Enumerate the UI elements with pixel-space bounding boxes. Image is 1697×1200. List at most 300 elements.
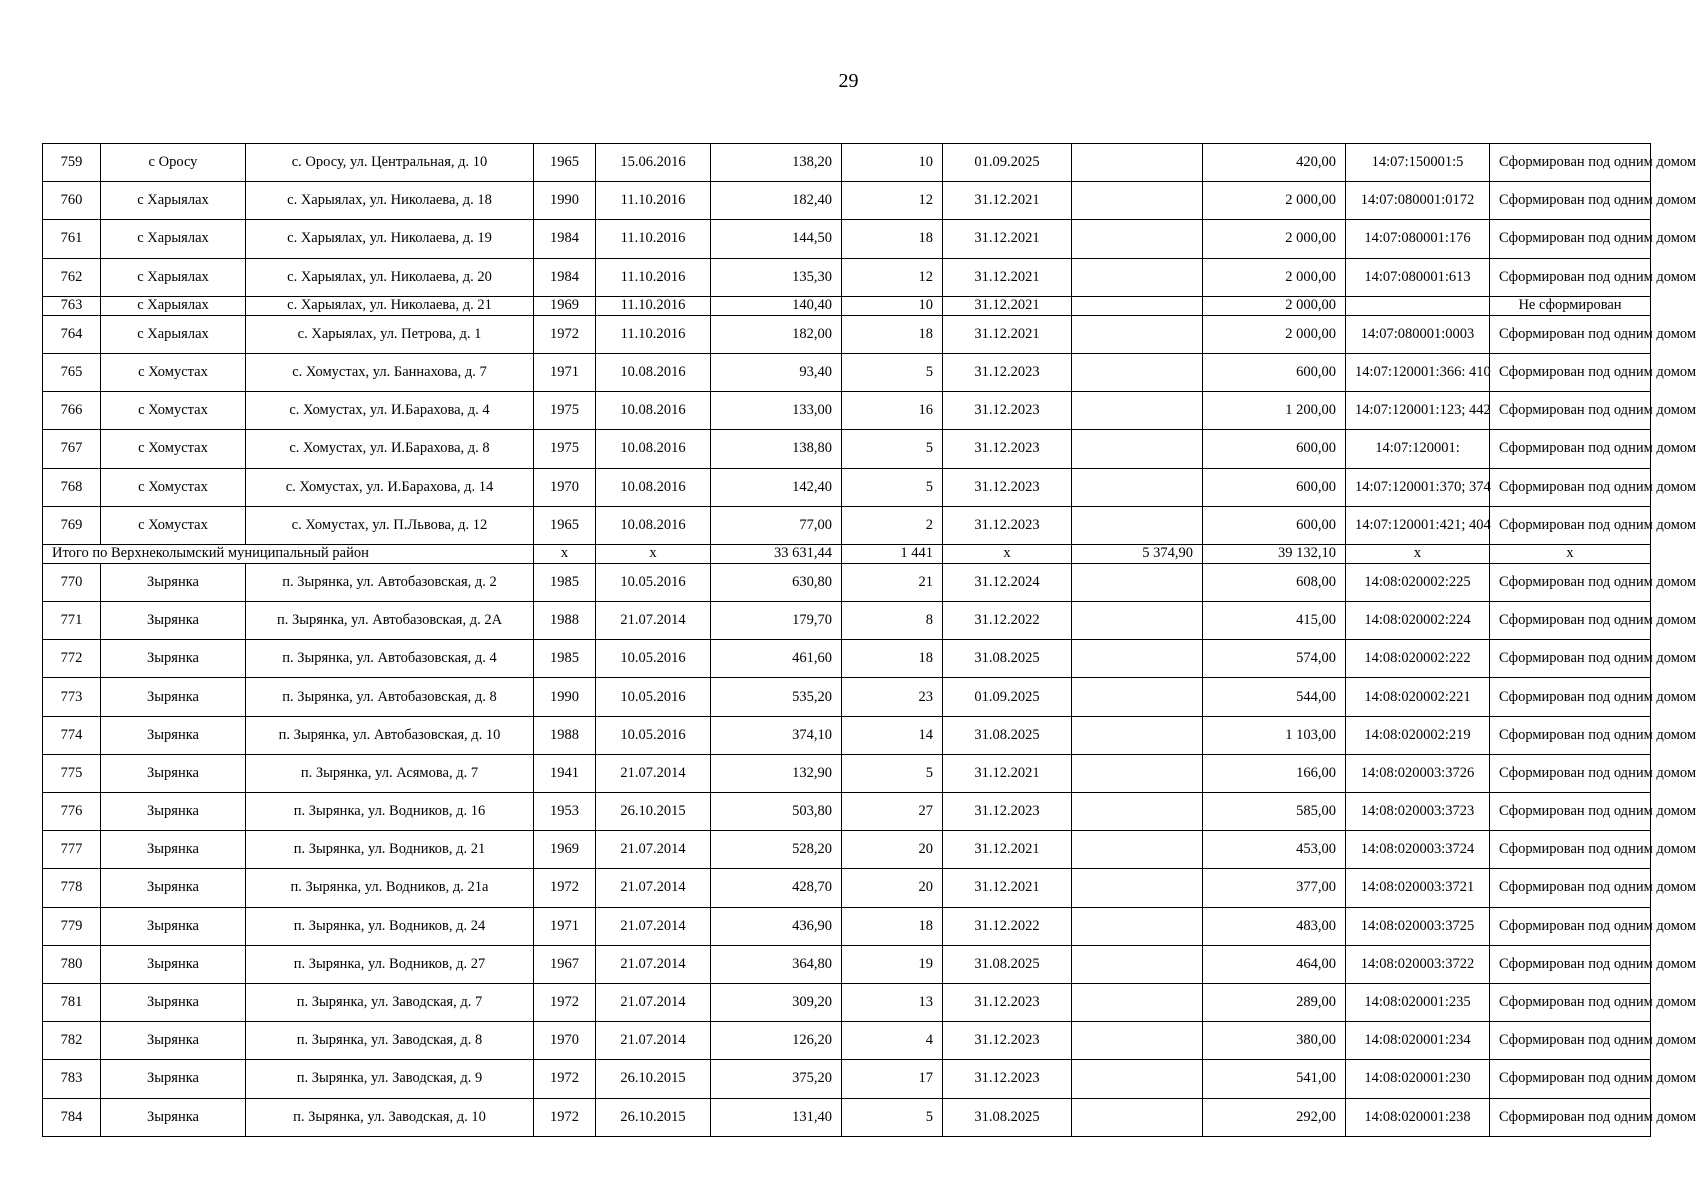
house-address: п. Зырянка, ул. Водников, д. 16 bbox=[246, 793, 534, 831]
land-plot-status: Сформирован под одним домом bbox=[1490, 392, 1651, 430]
house-address: п. Зырянка, ул. Водников, д. 21а bbox=[246, 869, 534, 907]
table-row bbox=[43, 640, 1651, 678]
recognition-date: 26.10.2015 bbox=[596, 1098, 711, 1136]
recognition-date: 10.05.2016 bbox=[596, 563, 711, 601]
residents-count: 21 bbox=[842, 563, 943, 601]
resettlement-deadline: 31.12.2021 bbox=[943, 754, 1072, 792]
resettlement-deadline: 31.12.2021 bbox=[943, 258, 1072, 296]
total-area: 630,80 bbox=[711, 563, 842, 601]
land-plot-status: Сформирован под одним домом bbox=[1490, 506, 1651, 544]
house-address: с. Хомустах, ул. И.Барахова, д. 8 bbox=[246, 430, 534, 468]
build-year: 1965 bbox=[534, 506, 596, 544]
land-plot-status: Сформирован под одним домом bbox=[1490, 563, 1651, 601]
land-plot-status: Сформирован под одним домом bbox=[1490, 353, 1651, 391]
settlement-name: с Харыялах bbox=[101, 296, 246, 315]
resettlement-deadline: 31.08.2025 bbox=[943, 945, 1072, 983]
house-address: с. Хомустах, ул. Баннахова, д. 7 bbox=[246, 353, 534, 391]
value-column-9 bbox=[1072, 945, 1203, 983]
cadastral-number: 14:08:020001:234 bbox=[1346, 1022, 1490, 1060]
land-plot-status: Сформирован под одним домом bbox=[1490, 945, 1651, 983]
total-area: 309,20 bbox=[711, 983, 842, 1021]
value-column-9 bbox=[1072, 831, 1203, 869]
resettlement-deadline: 31.12.2023 bbox=[943, 506, 1072, 544]
residents-count: 20 bbox=[842, 831, 943, 869]
recognition-date: 10.08.2016 bbox=[596, 506, 711, 544]
row-number: 782 bbox=[43, 1022, 101, 1060]
land-plot-status: Сформирован под одним домом bbox=[1490, 716, 1651, 754]
row-number: 765 bbox=[43, 353, 101, 391]
build-year: 1969 bbox=[534, 296, 596, 315]
residents-count: 16 bbox=[842, 392, 943, 430]
house-address: п. Зырянка, ул. Заводская, д. 8 bbox=[246, 1022, 534, 1060]
value-column-9 bbox=[1072, 430, 1203, 468]
value-column-10: 1 200,00 bbox=[1203, 392, 1346, 430]
value-column-9 bbox=[1072, 793, 1203, 831]
value-column-9 bbox=[1072, 983, 1203, 1021]
settlement-name: Зырянка bbox=[101, 640, 246, 678]
residents-count: 19 bbox=[842, 945, 943, 983]
land-plot-status: Сформирован под одним домом bbox=[1490, 430, 1651, 468]
table-row bbox=[43, 1098, 1651, 1136]
settlement-name: Зырянка bbox=[101, 754, 246, 792]
build-year: 1972 bbox=[534, 1060, 596, 1098]
resettlement-deadline: 31.12.2023 bbox=[943, 353, 1072, 391]
value-column-9 bbox=[1072, 716, 1203, 754]
row-number: 776 bbox=[43, 793, 101, 831]
table-row bbox=[43, 907, 1651, 945]
value-column-10: 483,00 bbox=[1203, 907, 1346, 945]
settlement-name: Зырянка bbox=[101, 602, 246, 640]
land-plot-status: Сформирован под одним домом bbox=[1490, 602, 1651, 640]
value-column-9 bbox=[1072, 468, 1203, 506]
build-year: 1971 bbox=[534, 353, 596, 391]
resettlement-deadline: 31.12.2023 bbox=[943, 468, 1072, 506]
build-year: 1969 bbox=[534, 831, 596, 869]
total-area: 138,20 bbox=[711, 144, 842, 182]
build-year: 1988 bbox=[534, 716, 596, 754]
land-plot-status: Сформирован под одним домом bbox=[1490, 220, 1651, 258]
house-address: п. Зырянка, ул. Автобазовская, д. 2 bbox=[246, 563, 534, 601]
settlement-name: Зырянка bbox=[101, 1022, 246, 1060]
table-row bbox=[43, 468, 1651, 506]
residents-count: 12 bbox=[842, 258, 943, 296]
value-column-10: 2 000,00 bbox=[1203, 258, 1346, 296]
value-column-9 bbox=[1072, 602, 1203, 640]
recognition-date: 11.10.2016 bbox=[596, 296, 711, 315]
settlement-name: Зырянка bbox=[101, 945, 246, 983]
value-column-10: 289,00 bbox=[1203, 983, 1346, 1021]
residents-count: 5 bbox=[842, 468, 943, 506]
resettlement-deadline: 01.09.2025 bbox=[943, 144, 1072, 182]
cadastral-number: 14:07:080001:613 bbox=[1346, 258, 1490, 296]
settlement-name: Зырянка bbox=[101, 716, 246, 754]
total-area: 135,30 bbox=[711, 258, 842, 296]
recognition-date: 21.07.2014 bbox=[596, 983, 711, 1021]
recognition-date: 26.10.2015 bbox=[596, 1060, 711, 1098]
table-row bbox=[43, 831, 1651, 869]
land-plot-status: Сформирован под одним домом bbox=[1490, 182, 1651, 220]
total-area: 93,40 bbox=[711, 353, 842, 391]
settlement-name: Зырянка bbox=[101, 907, 246, 945]
recognition-date: 11.10.2016 bbox=[596, 182, 711, 220]
table-body bbox=[43, 144, 1697, 1137]
total-area: 461,60 bbox=[711, 640, 842, 678]
value-column-9 bbox=[1072, 182, 1203, 220]
summary-build-year: х bbox=[534, 544, 596, 563]
table-row bbox=[43, 392, 1651, 430]
row-number: 774 bbox=[43, 716, 101, 754]
summary-label: Итого по Верхнеколымский муниципальный район bbox=[43, 544, 534, 563]
row-number: 780 bbox=[43, 945, 101, 983]
recognition-date: 21.07.2014 bbox=[596, 754, 711, 792]
house-address: п. Зырянка, ул. Водников, д. 21 bbox=[246, 831, 534, 869]
value-column-9 bbox=[1072, 315, 1203, 353]
build-year: 1985 bbox=[534, 563, 596, 601]
value-column-9 bbox=[1072, 907, 1203, 945]
table-row bbox=[43, 506, 1651, 544]
land-plot-status: Сформирован под одним домом bbox=[1490, 678, 1651, 716]
resettlement-deadline: 31.12.2021 bbox=[943, 182, 1072, 220]
table-row bbox=[43, 563, 1651, 601]
resettlement-deadline: 31.08.2025 bbox=[943, 1098, 1072, 1136]
house-address: п. Зырянка, ул. Автобазовская, д. 10 bbox=[246, 716, 534, 754]
value-column-10: 415,00 bbox=[1203, 602, 1346, 640]
value-column-10: 600,00 bbox=[1203, 430, 1346, 468]
land-plot-status: Сформирован под одним домом bbox=[1490, 1098, 1651, 1136]
residents-count: 20 bbox=[842, 869, 943, 907]
cadastral-number: 14:07:080001:0003 bbox=[1346, 315, 1490, 353]
resettlement-deadline: 31.12.2021 bbox=[943, 315, 1072, 353]
house-address: п. Зырянка, ул. Асямова, д. 7 bbox=[246, 754, 534, 792]
table-row bbox=[43, 983, 1651, 1021]
build-year: 1953 bbox=[534, 793, 596, 831]
residents-count: 2 bbox=[842, 506, 943, 544]
value-column-9 bbox=[1072, 1060, 1203, 1098]
residents-count: 18 bbox=[842, 640, 943, 678]
build-year: 1970 bbox=[534, 1022, 596, 1060]
build-year: 1970 bbox=[534, 468, 596, 506]
summary-total-area: 33 631,44 bbox=[711, 544, 842, 563]
residents-count: 5 bbox=[842, 430, 943, 468]
land-plot-status: Сформирован под одним домом bbox=[1490, 754, 1651, 792]
build-year: 1984 bbox=[534, 220, 596, 258]
land-plot-status: Не сформирован bbox=[1490, 296, 1651, 315]
cadastral-number: 14:08:020003:3721 bbox=[1346, 869, 1490, 907]
settlement-name: Зырянка bbox=[101, 869, 246, 907]
cadastral-number: 14:07:120001:366: 410 bbox=[1346, 353, 1490, 391]
table-row bbox=[43, 315, 1651, 353]
house-address: п. Зырянка, ул. Водников, д. 27 bbox=[246, 945, 534, 983]
house-address: п. Зырянка, ул. Автобазовская, д. 4 bbox=[246, 640, 534, 678]
total-area: 364,80 bbox=[711, 945, 842, 983]
total-area: 528,20 bbox=[711, 831, 842, 869]
residents-count: 14 bbox=[842, 716, 943, 754]
total-area: 182,40 bbox=[711, 182, 842, 220]
cadastral-number: 14:07:120001:123; 442 bbox=[1346, 392, 1490, 430]
value-column-9 bbox=[1072, 678, 1203, 716]
value-column-10: 544,00 bbox=[1203, 678, 1346, 716]
house-address: с. Хомустах, ул. И.Барахова, д. 4 bbox=[246, 392, 534, 430]
cadastral-number bbox=[1346, 296, 1490, 315]
land-plot-status: Сформирован под одним домом bbox=[1490, 869, 1651, 907]
settlement-name: с Харыялах bbox=[101, 220, 246, 258]
table-row bbox=[43, 945, 1651, 983]
residents-count: 12 bbox=[842, 182, 943, 220]
house-address: с. Хомустах, ул. П.Львова, д. 12 bbox=[246, 506, 534, 544]
row-number: 783 bbox=[43, 1060, 101, 1098]
value-column-9 bbox=[1072, 258, 1203, 296]
summary-land-plot-status: х bbox=[1490, 544, 1651, 563]
settlement-name: с Оросу bbox=[101, 144, 246, 182]
row-number: 768 bbox=[43, 468, 101, 506]
total-area: 535,20 bbox=[711, 678, 842, 716]
table-row bbox=[43, 353, 1651, 391]
resettlement-deadline: 31.12.2021 bbox=[943, 296, 1072, 315]
land-plot-status: Сформирован под одним домом bbox=[1490, 831, 1651, 869]
row-number: 784 bbox=[43, 1098, 101, 1136]
residents-count: 8 bbox=[842, 602, 943, 640]
cadastral-number: 14:08:020002:224 bbox=[1346, 602, 1490, 640]
housing-register-table bbox=[42, 143, 1697, 1137]
land-plot-status: Сформирован под одним домом bbox=[1490, 144, 1651, 182]
settlement-name: с Хомустах bbox=[101, 506, 246, 544]
cadastral-number: 14:08:020003:3724 bbox=[1346, 831, 1490, 869]
settlement-name: с Харыялах bbox=[101, 182, 246, 220]
house-address: с. Харыялах, ул. Николаева, д. 20 bbox=[246, 258, 534, 296]
total-area: 142,40 bbox=[711, 468, 842, 506]
land-plot-status: Сформирован под одним домом bbox=[1490, 315, 1651, 353]
table-row bbox=[43, 754, 1651, 792]
row-number: 775 bbox=[43, 754, 101, 792]
cadastral-number: 14:07:120001:421; 404 bbox=[1346, 506, 1490, 544]
value-column-10: 585,00 bbox=[1203, 793, 1346, 831]
value-column-10: 2 000,00 bbox=[1203, 315, 1346, 353]
cadastral-number: 14:08:020002:225 bbox=[1346, 563, 1490, 601]
residents-count: 13 bbox=[842, 983, 943, 1021]
house-address: п. Зырянка, ул. Автобазовская, д. 8 bbox=[246, 678, 534, 716]
residents-count: 10 bbox=[842, 144, 943, 182]
resettlement-deadline: 31.12.2023 bbox=[943, 983, 1072, 1021]
cadastral-number: 14:08:020002:221 bbox=[1346, 678, 1490, 716]
residents-count: 18 bbox=[842, 315, 943, 353]
resettlement-deadline: 01.09.2025 bbox=[943, 678, 1072, 716]
settlement-name: с Харыялах bbox=[101, 315, 246, 353]
value-column-10: 608,00 bbox=[1203, 563, 1346, 601]
resettlement-deadline: 31.08.2025 bbox=[943, 716, 1072, 754]
cadastral-number: 14:07:120001:370; 374 bbox=[1346, 468, 1490, 506]
land-plot-status: Сформирован под одним домом bbox=[1490, 468, 1651, 506]
resettlement-deadline: 31.12.2023 bbox=[943, 793, 1072, 831]
build-year: 1972 bbox=[534, 869, 596, 907]
residents-count: 27 bbox=[842, 793, 943, 831]
build-year: 1941 bbox=[534, 754, 596, 792]
settlement-name: Зырянка bbox=[101, 678, 246, 716]
table-row bbox=[43, 144, 1651, 182]
recognition-date: 10.08.2016 bbox=[596, 392, 711, 430]
house-address: п. Зырянка, ул. Автобазовская, д. 2А bbox=[246, 602, 534, 640]
row-number: 761 bbox=[43, 220, 101, 258]
row-number: 771 bbox=[43, 602, 101, 640]
house-address: с. Харыялах, ул. Николаева, д. 18 bbox=[246, 182, 534, 220]
row-number: 777 bbox=[43, 831, 101, 869]
cadastral-number: 14:07:150001:5 bbox=[1346, 144, 1490, 182]
land-plot-status: Сформирован под одним домом bbox=[1490, 983, 1651, 1021]
table-row bbox=[43, 258, 1651, 296]
value-column-10: 380,00 bbox=[1203, 1022, 1346, 1060]
resettlement-deadline: 31.12.2021 bbox=[943, 220, 1072, 258]
value-column-9 bbox=[1072, 1022, 1203, 1060]
cadastral-number: 14:08:020001:235 bbox=[1346, 983, 1490, 1021]
house-address: с. Харыялах, ул. Николаева, д. 19 bbox=[246, 220, 534, 258]
build-year: 1985 bbox=[534, 640, 596, 678]
total-area: 374,10 bbox=[711, 716, 842, 754]
value-column-10: 420,00 bbox=[1203, 144, 1346, 182]
recognition-date: 11.10.2016 bbox=[596, 258, 711, 296]
recognition-date: 10.08.2016 bbox=[596, 353, 711, 391]
recognition-date: 10.05.2016 bbox=[596, 640, 711, 678]
table-row bbox=[43, 1022, 1651, 1060]
resettlement-deadline: 31.12.2023 bbox=[943, 430, 1072, 468]
resettlement-deadline: 31.12.2021 bbox=[943, 831, 1072, 869]
build-year: 1988 bbox=[534, 602, 596, 640]
resettlement-deadline: 31.08.2025 bbox=[943, 640, 1072, 678]
total-area: 144,50 bbox=[711, 220, 842, 258]
total-area: 138,80 bbox=[711, 430, 842, 468]
residents-count: 5 bbox=[842, 754, 943, 792]
total-area: 182,00 bbox=[711, 315, 842, 353]
value-column-9 bbox=[1072, 754, 1203, 792]
build-year: 1972 bbox=[534, 983, 596, 1021]
table-row bbox=[43, 182, 1651, 220]
table-row bbox=[43, 220, 1651, 258]
total-area: 503,80 bbox=[711, 793, 842, 831]
row-number: 769 bbox=[43, 506, 101, 544]
land-plot-status: Сформирован под одним домом bbox=[1490, 640, 1651, 678]
settlement-name: с Харыялах bbox=[101, 258, 246, 296]
summary-cadastral-number: х bbox=[1346, 544, 1490, 563]
value-column-9 bbox=[1072, 220, 1203, 258]
value-column-9 bbox=[1072, 392, 1203, 430]
build-year: 1965 bbox=[534, 144, 596, 182]
value-column-10: 2 000,00 bbox=[1203, 182, 1346, 220]
recognition-date: 21.07.2014 bbox=[596, 1022, 711, 1060]
total-area: 179,70 bbox=[711, 602, 842, 640]
value-column-10: 1 103,00 bbox=[1203, 716, 1346, 754]
row-number: 770 bbox=[43, 563, 101, 601]
row-number: 772 bbox=[43, 640, 101, 678]
page-number: 29 bbox=[838, 70, 859, 92]
resettlement-deadline: 31.12.2021 bbox=[943, 869, 1072, 907]
residents-count: 5 bbox=[842, 1098, 943, 1136]
land-plot-status: Сформирован под одним домом bbox=[1490, 907, 1651, 945]
table-row bbox=[43, 1060, 1651, 1098]
value-column-10: 600,00 bbox=[1203, 468, 1346, 506]
recognition-date: 10.08.2016 bbox=[596, 468, 711, 506]
land-plot-status: Сформирован под одним домом bbox=[1490, 1060, 1651, 1098]
table-row bbox=[43, 793, 1651, 831]
summary-value-column-10: 39 132,10 bbox=[1203, 544, 1346, 563]
residents-count: 18 bbox=[842, 907, 943, 945]
recognition-date: 10.05.2016 bbox=[596, 716, 711, 754]
cadastral-number: 14:08:020003:3723 bbox=[1346, 793, 1490, 831]
value-column-10: 574,00 bbox=[1203, 640, 1346, 678]
total-area: 140,40 bbox=[711, 296, 842, 315]
resettlement-deadline: 31.12.2022 bbox=[943, 602, 1072, 640]
summary-resettlement-deadline: х bbox=[943, 544, 1072, 563]
settlement-name: Зырянка bbox=[101, 1098, 246, 1136]
cadastral-number: 14:08:020003:3726 bbox=[1346, 754, 1490, 792]
table-row bbox=[43, 869, 1651, 907]
value-column-10: 377,00 bbox=[1203, 869, 1346, 907]
build-year: 1972 bbox=[534, 315, 596, 353]
value-column-10: 2 000,00 bbox=[1203, 296, 1346, 315]
land-plot-status: Сформирован под одним домом bbox=[1490, 793, 1651, 831]
cadastral-number: 14:08:020002:219 bbox=[1346, 716, 1490, 754]
recognition-date: 15.06.2016 bbox=[596, 144, 711, 182]
row-number: 764 bbox=[43, 315, 101, 353]
build-year: 1971 bbox=[534, 907, 596, 945]
recognition-date: 21.07.2014 bbox=[596, 831, 711, 869]
table-row bbox=[43, 678, 1651, 716]
house-address: с. Харыялах, ул. Петрова, д. 1 bbox=[246, 315, 534, 353]
cadastral-number: 14:08:020001:238 bbox=[1346, 1098, 1490, 1136]
build-year: 1975 bbox=[534, 392, 596, 430]
settlement-name: с Хомустах bbox=[101, 392, 246, 430]
value-column-9 bbox=[1072, 640, 1203, 678]
row-number: 760 bbox=[43, 182, 101, 220]
value-column-9 bbox=[1072, 144, 1203, 182]
cadastral-number: 14:08:020003:3722 bbox=[1346, 945, 1490, 983]
value-column-10: 600,00 bbox=[1203, 353, 1346, 391]
table-row bbox=[43, 602, 1651, 640]
value-column-9 bbox=[1072, 1098, 1203, 1136]
value-column-9 bbox=[1072, 296, 1203, 315]
recognition-date: 21.07.2014 bbox=[596, 869, 711, 907]
recognition-date: 21.07.2014 bbox=[596, 907, 711, 945]
row-number: 778 bbox=[43, 869, 101, 907]
cadastral-number: 14:08:020002:222 bbox=[1346, 640, 1490, 678]
recognition-date: 10.05.2016 bbox=[596, 678, 711, 716]
total-area: 77,00 bbox=[711, 506, 842, 544]
land-plot-status: Сформирован под одним домом bbox=[1490, 1022, 1651, 1060]
settlement-name: Зырянка bbox=[101, 831, 246, 869]
build-year: 1972 bbox=[534, 1098, 596, 1136]
total-area: 436,90 bbox=[711, 907, 842, 945]
row-number: 773 bbox=[43, 678, 101, 716]
row-number: 779 bbox=[43, 907, 101, 945]
total-area: 428,70 bbox=[711, 869, 842, 907]
residents-count: 17 bbox=[842, 1060, 943, 1098]
house-address: п. Зырянка, ул. Заводская, д. 7 bbox=[246, 983, 534, 1021]
house-address: с. Харыялах, ул. Николаева, д. 21 bbox=[246, 296, 534, 315]
cadastral-number: 14:08:020003:3725 bbox=[1346, 907, 1490, 945]
recognition-date: 26.10.2015 bbox=[596, 793, 711, 831]
table-row bbox=[43, 716, 1651, 754]
build-year: 1990 bbox=[534, 182, 596, 220]
cadastral-number: 14:08:020001:230 bbox=[1346, 1060, 1490, 1098]
value-column-9 bbox=[1072, 353, 1203, 391]
row-number: 763 bbox=[43, 296, 101, 315]
resettlement-deadline: 31.12.2023 bbox=[943, 392, 1072, 430]
value-column-10: 2 000,00 bbox=[1203, 220, 1346, 258]
recognition-date: 11.10.2016 bbox=[596, 315, 711, 353]
summary-row bbox=[43, 544, 1651, 563]
value-column-10: 166,00 bbox=[1203, 754, 1346, 792]
resettlement-deadline: 31.12.2022 bbox=[943, 907, 1072, 945]
value-column-10: 600,00 bbox=[1203, 506, 1346, 544]
cadastral-number: 14:07:080001:176 bbox=[1346, 220, 1490, 258]
table-row bbox=[43, 296, 1651, 315]
